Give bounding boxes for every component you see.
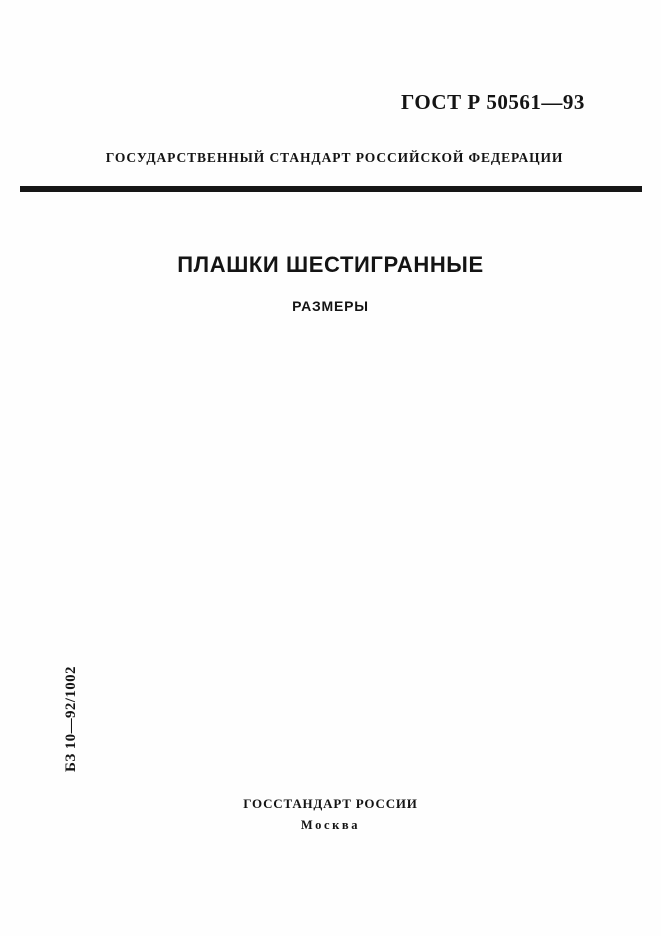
side-publication-code: БЗ 10—92/1002	[63, 666, 79, 772]
publisher-name: ГОССТАНДАРТ РОССИИ	[243, 796, 418, 811]
state-standard-heading: ГОСУДАРСТВЕННЫЙ СТАНДАРТ РОССИЙСКОЙ ФЕДЕРАЦИИ	[105, 150, 564, 165]
header-rule	[20, 186, 642, 192]
document-code: ГОСТ Р 50561—93	[401, 90, 585, 114]
publication-city: Москва	[300, 818, 361, 832]
document-subtitle: РАЗМЕРЫ	[292, 298, 369, 314]
document-title: ПЛАШКИ ШЕСТИГРАННЫЕ	[177, 252, 484, 277]
